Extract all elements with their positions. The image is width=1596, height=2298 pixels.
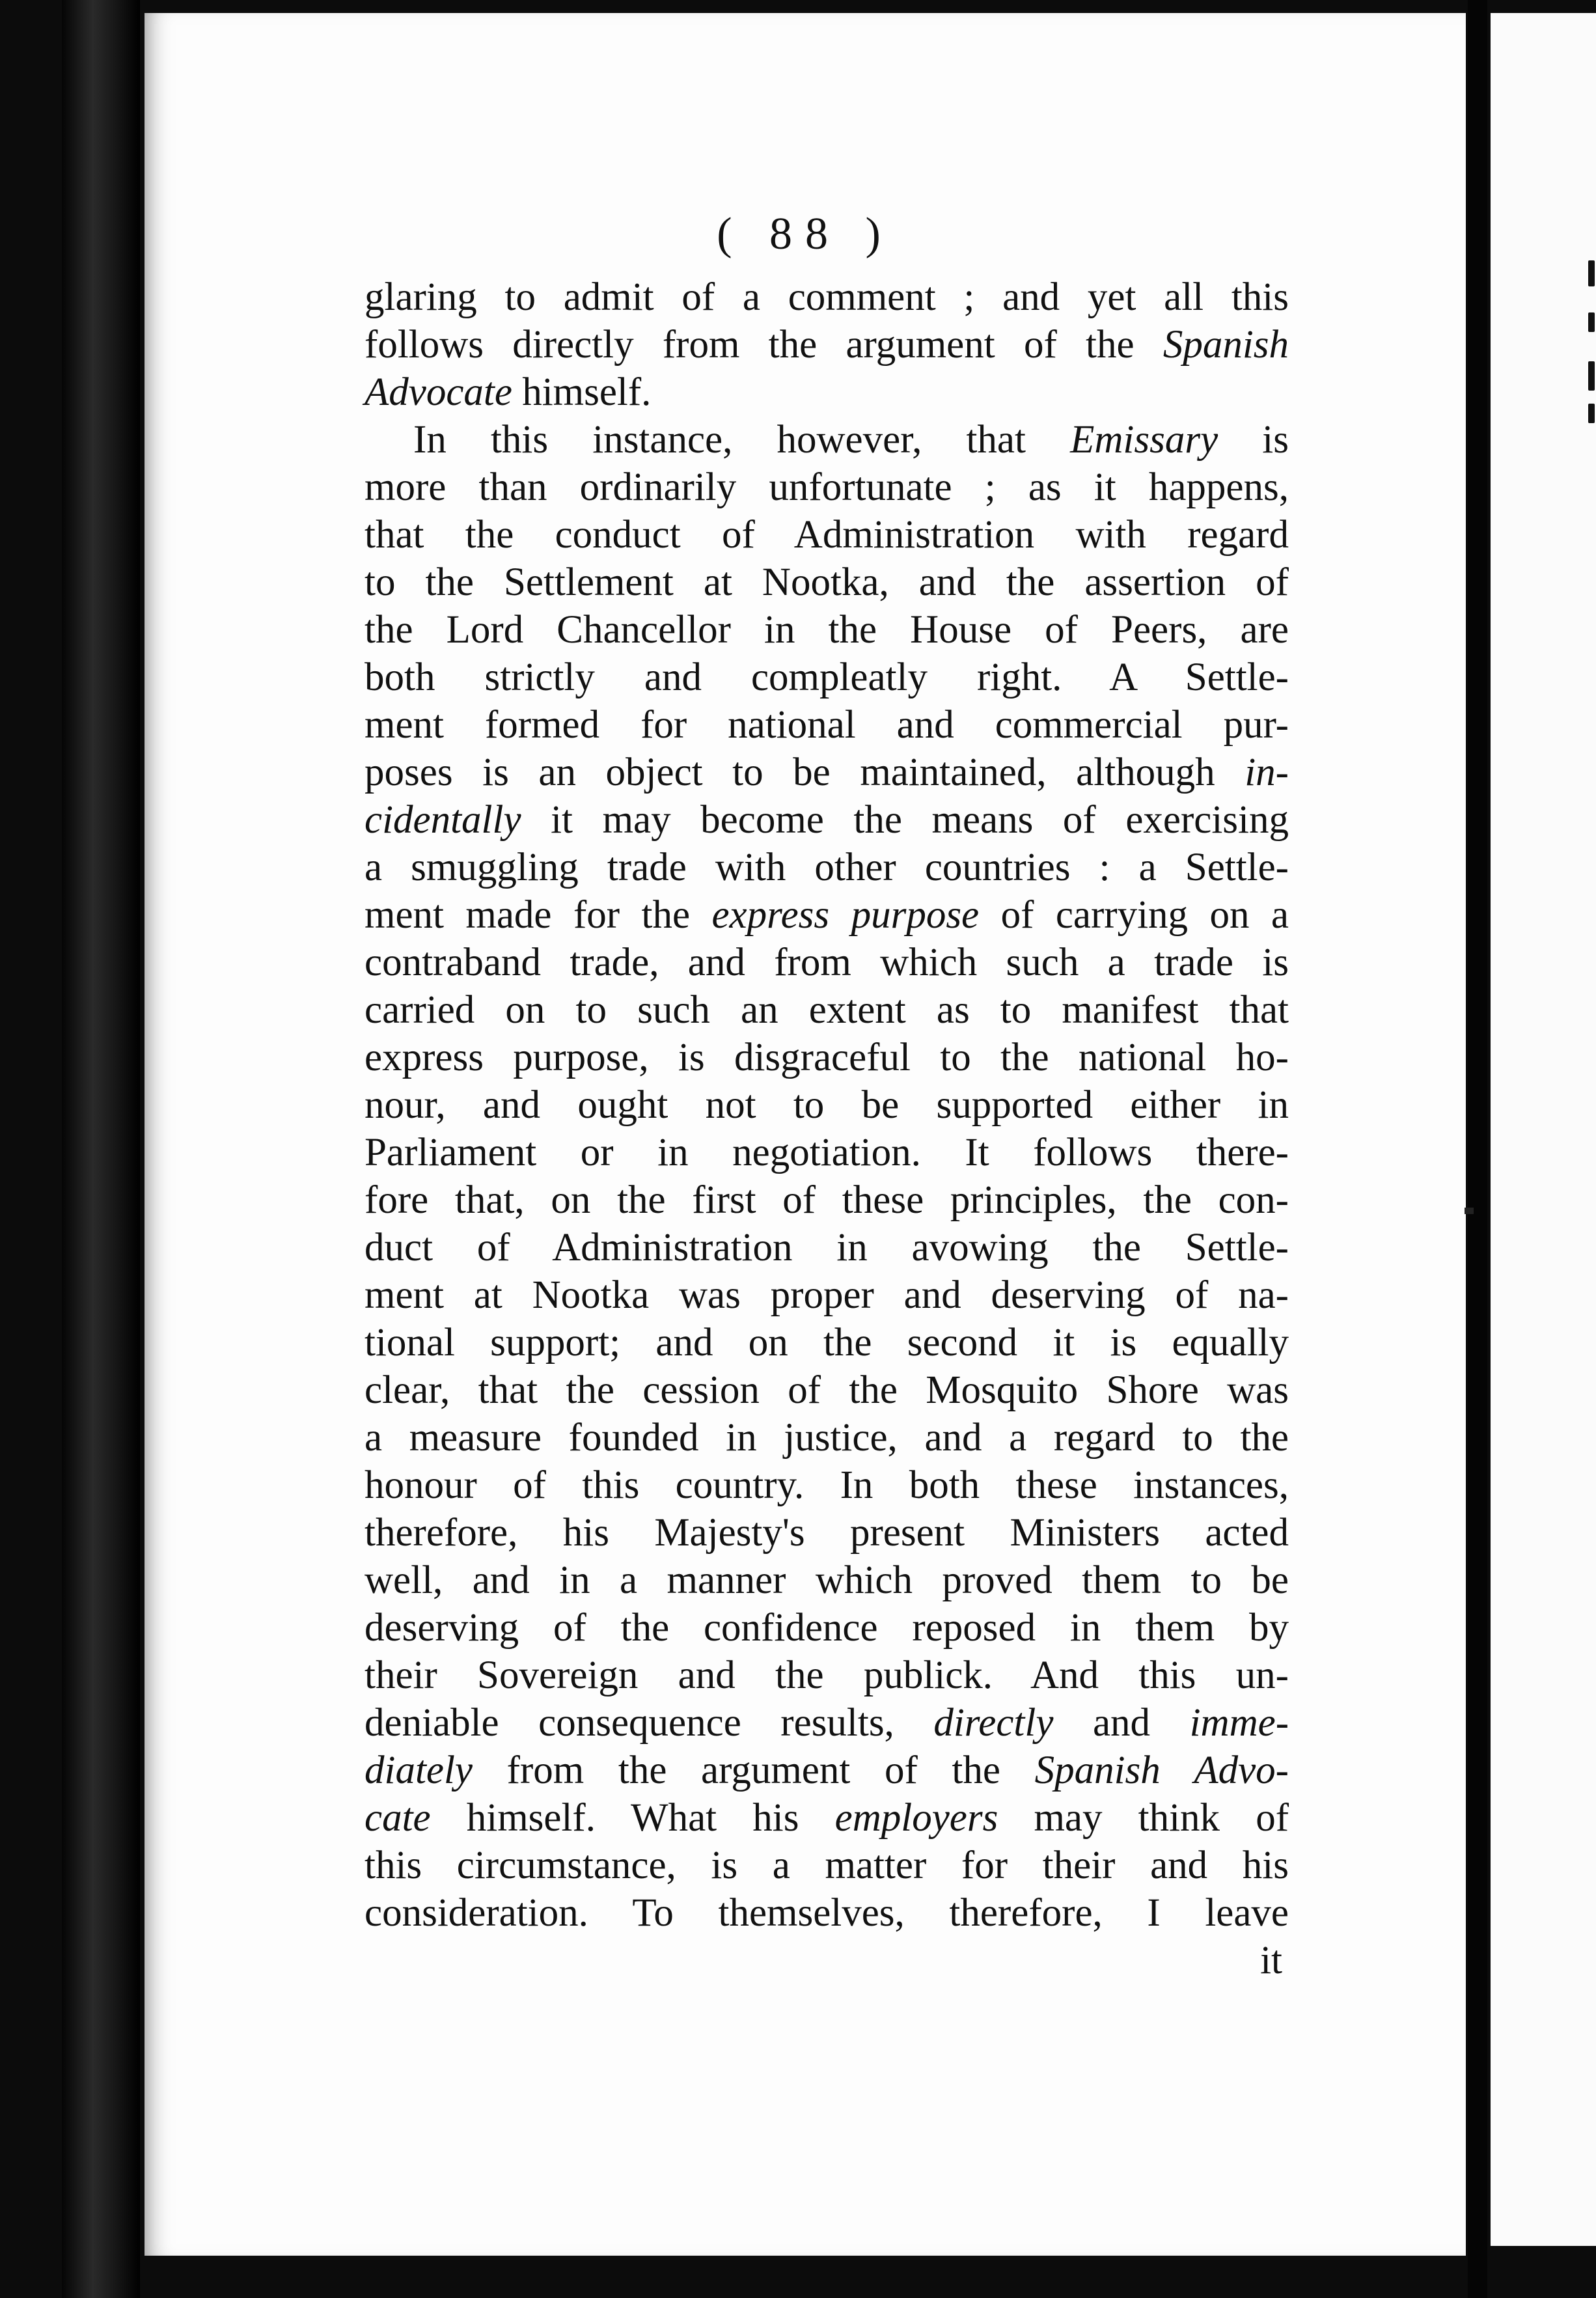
- text-line: [365, 1509, 1289, 1557]
- text-segment: glaring to admit of a comment ; and yet all this: [365, 275, 1289, 319]
- italic-text: diately: [365, 1749, 473, 1792]
- text-segment: In this instance, however, that: [413, 418, 1071, 462]
- italic-text: Spanish: [1163, 323, 1289, 367]
- text-segment: fore that, on the first of these principles, the con-: [365, 1178, 1289, 1222]
- text-line: [365, 796, 1289, 844]
- text-segment: duct of Administration in avowing the Settle-: [365, 1226, 1289, 1269]
- text-segment: nour, and ought not to be supported either in: [365, 1083, 1289, 1127]
- italic-text: Emissary: [1070, 418, 1218, 462]
- text-line: [365, 1889, 1289, 1937]
- text-segment: more than ordinarily unfortunate ; as it happens,: [365, 465, 1289, 509]
- text-line: [365, 1557, 1289, 1604]
- text-segment: well, and in a manner which proved them to be: [365, 1558, 1289, 1602]
- italic-text: cate: [365, 1796, 431, 1840]
- text-line: [365, 1271, 1289, 1319]
- text-segment: that the conduct of Administration with regard: [365, 513, 1289, 557]
- text-line: [365, 939, 1289, 986]
- text-line: [365, 1652, 1289, 1699]
- text-line: [365, 416, 1289, 464]
- italic-text: in-: [1245, 751, 1289, 794]
- text-segment: carried on to such an extent as to manifest that: [365, 988, 1289, 1032]
- text-line: [365, 511, 1289, 559]
- text-line: [365, 1129, 1289, 1176]
- text-line: [365, 1081, 1289, 1129]
- text-line: [365, 1319, 1289, 1366]
- facing-page-edge: [1491, 13, 1596, 2246]
- text-segment: to the Settlement at Nootka, and the assertion of: [365, 561, 1289, 604]
- text-segment: this circumstance, is a matter for their and his: [365, 1844, 1289, 1887]
- text-segment: both strictly and compleatly right. A Settle-: [365, 656, 1289, 699]
- text-line: [365, 606, 1289, 654]
- text-segment: is: [1218, 418, 1289, 462]
- text-line: [365, 1034, 1289, 1081]
- text-segment: contraband trade, and from which such a trade is: [365, 941, 1289, 984]
- text-segment: himself.: [512, 370, 652, 414]
- page-gutter: [1468, 0, 1487, 2298]
- text-line: [365, 1461, 1289, 1509]
- text-segment: clear, that the cession of the Mosquito Shore was: [365, 1368, 1289, 1412]
- text-segment: deniable consequence results,: [365, 1701, 934, 1745]
- italic-text: Advocate: [365, 370, 512, 414]
- text-line: [365, 1176, 1289, 1224]
- italic-text: employers: [834, 1796, 998, 1840]
- text-line: [365, 368, 1289, 416]
- text-line: [365, 1366, 1289, 1414]
- text-line: [365, 559, 1289, 606]
- text-segment: ment at Nootka was proper and deserving of na-: [365, 1273, 1289, 1317]
- text-segment: consideration. To themselves, therefore, I leave: [365, 1891, 1289, 1935]
- text-segment: a smuggling trade with other countries : a Settle-: [365, 846, 1289, 889]
- text-segment: a measure founded in justice, and a regard to the: [365, 1416, 1289, 1460]
- catchword: it: [1260, 1939, 1282, 1982]
- text-line: [365, 1699, 1289, 1747]
- text-segment: their Sovereign and the publick. And this un-: [365, 1654, 1289, 1697]
- text-segment: ment made for the: [365, 893, 712, 937]
- text-line: [365, 1842, 1289, 1889]
- text-line: [365, 654, 1289, 701]
- text-segment: himself. What his: [430, 1796, 835, 1840]
- italic-text: cidentally: [365, 798, 521, 842]
- text-line: [365, 1414, 1289, 1461]
- text-segment: from the argument of the: [473, 1749, 1035, 1792]
- text-segment: deserving of the confidence reposed in them by: [365, 1606, 1289, 1650]
- text-segment: the Lord Chancellor in the House of Peers, are: [365, 608, 1289, 652]
- text-segment: express purpose, is disgraceful to the national ho-: [365, 1036, 1289, 1079]
- text-segment: ment formed for national and commercial pur-: [365, 703, 1289, 747]
- text-segment: of carrying on a: [979, 893, 1289, 937]
- italic-text: Spanish Advo-: [1034, 1749, 1289, 1792]
- italic-text: express purpose: [711, 893, 980, 937]
- text-line: [365, 1794, 1289, 1842]
- text-segment: follows directly from the argument of the: [365, 323, 1163, 367]
- text-line: [365, 1224, 1289, 1271]
- text-line: [365, 464, 1289, 511]
- text-line: [365, 1604, 1289, 1652]
- text-segment: and: [1053, 1701, 1190, 1745]
- italic-text: directly: [933, 1701, 1054, 1745]
- page-number: ( 88 ): [717, 209, 894, 259]
- book-spine: [62, 0, 140, 2298]
- page-mark: [1465, 1208, 1474, 1214]
- text-segment: therefore, his Majesty's present Ministers acted: [365, 1511, 1289, 1555]
- text-line: [365, 891, 1289, 939]
- text-line: [365, 986, 1289, 1034]
- text-segment: it may become the means of exercising: [521, 798, 1289, 842]
- text-line: [365, 844, 1289, 891]
- text-segment: may think of: [998, 1796, 1289, 1840]
- text-segment: honour of this country. In both these instances,: [365, 1463, 1289, 1507]
- text-line: [365, 701, 1289, 749]
- text-line: [365, 321, 1289, 368]
- text-segment: tional support; and on the second it is equally: [365, 1321, 1289, 1364]
- italic-text: imme-: [1189, 1701, 1289, 1745]
- text-segment: Parliament or in negotiation. It follows there-: [365, 1131, 1289, 1174]
- text-segment: poses is an object to be maintained, although: [365, 751, 1245, 794]
- text-line: [365, 1747, 1289, 1794]
- text-line: [365, 273, 1289, 321]
- page-body-text: [365, 273, 1289, 1984]
- text-line: [365, 749, 1289, 796]
